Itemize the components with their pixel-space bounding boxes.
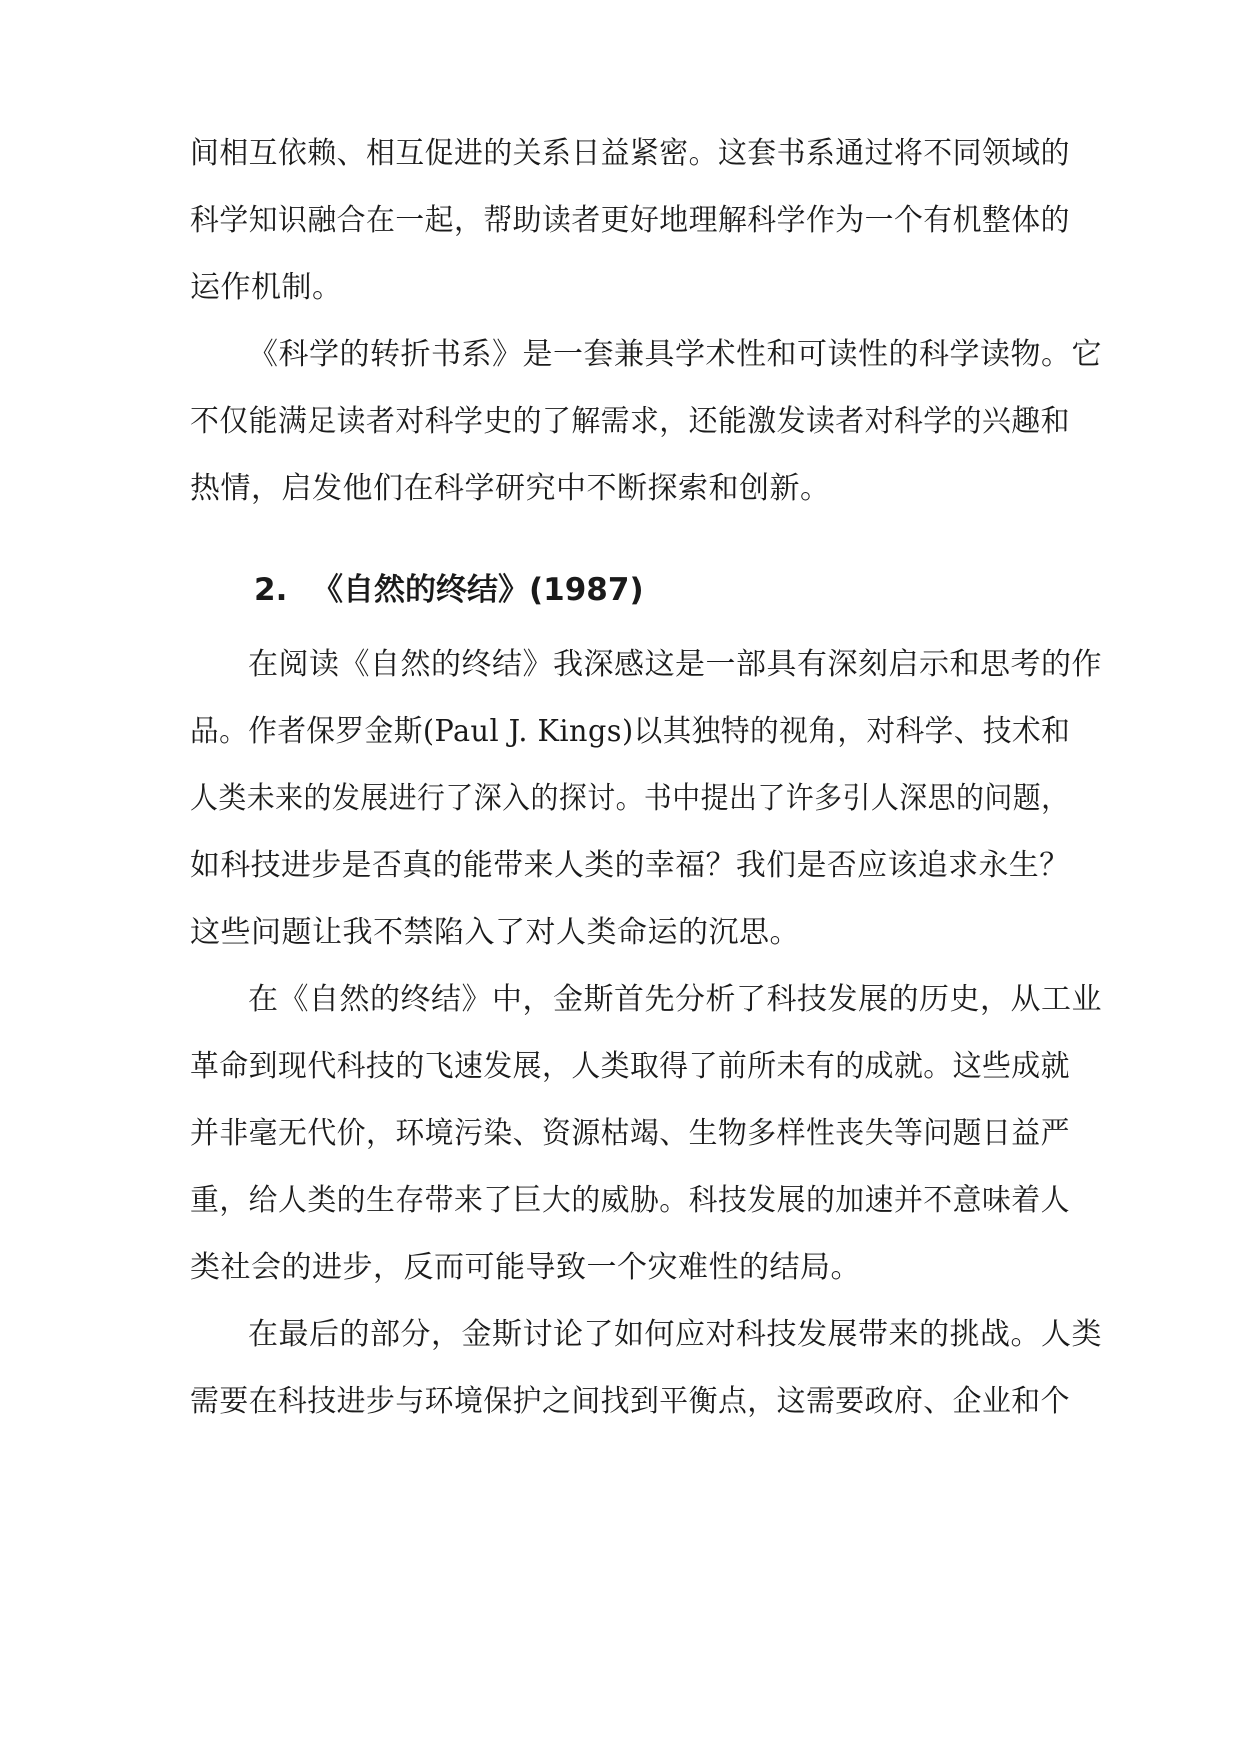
text-line: 需要在科技进步与环境保护之间找到平衡点，这需要政府、企业和个: [190, 1384, 1070, 1419]
section-number: 2.: [254, 572, 288, 608]
text-line: 热情，启发他们在科学研究中不断探索和创新。: [190, 471, 831, 506]
text-line: 科学知识融合在一起，帮助读者更好地理解科学作为一个有机整体的: [190, 203, 1070, 238]
text-line: 革命到现代科技的飞速发展，人类取得了前所未有的成就。这些成就: [190, 1049, 1070, 1084]
text-line: 重，给人类的生存带来了巨大的威胁。科技发展的加速并不意味着人: [190, 1183, 1070, 1218]
text-line: 类社会的进步，反而可能导致一个灾难性的结局。: [190, 1250, 861, 1285]
text-line: 如科技进步是否真的能带来人类的幸福？我们是否应该追求永生？: [190, 848, 1070, 883]
section-title: 《自然的终结》(1987): [312, 572, 644, 608]
text-line: 并非毫无代价，环境污染、资源枯竭、生物多样性丧失等问题日益严: [190, 1116, 1070, 1151]
section-heading: [254, 570, 644, 610]
text-line: 间相互依赖、相互促进的关系日益紧密。这套书系通过将不同领域的: [190, 136, 1070, 171]
text-line: 不仅能满足读者对科学史的了解需求，还能激发读者对科学的兴趣和: [190, 404, 1070, 439]
text-line: 品。作者保罗金斯(Paul J. Kings)以其独特的视角，对科学、技术和: [190, 714, 1071, 749]
text-line: 运作机制。: [190, 270, 343, 305]
text-line: 在最后的部分，金斯讨论了如何应对科技发展带来的挑战。人类: [248, 1317, 1102, 1352]
text-line: 《科学的转折书系》是一套兼具学术性和可读性的科学读物。它: [248, 337, 1102, 372]
text-line: 人类未来的发展进行了深入的探讨。书中提出了许多引人深思的问题，: [190, 781, 1070, 816]
text-line: 在阅读《自然的终结》我深感这是一部具有深刻启示和思考的作: [248, 647, 1102, 682]
text-line: 这些问题让我不禁陷入了对人类命运的沉思。: [190, 915, 800, 950]
text-line: 在《自然的终结》中，金斯首先分析了科技发展的历史，从工业: [248, 982, 1102, 1017]
